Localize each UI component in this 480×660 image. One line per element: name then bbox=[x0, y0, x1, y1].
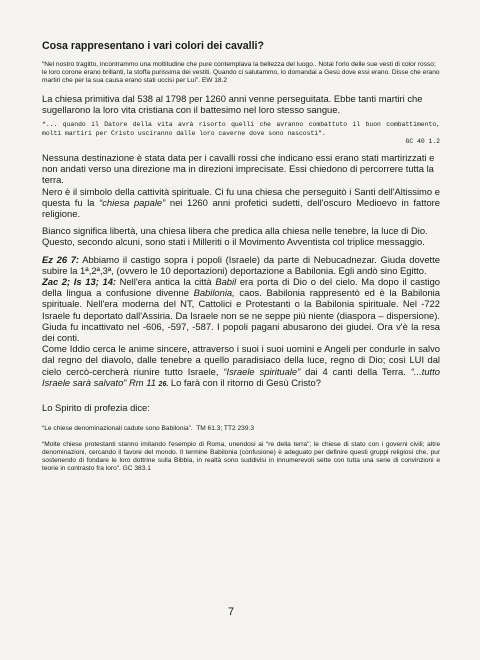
paragraph-black bbox=[42, 186, 440, 220]
romans-quote: “...tutto Israele sarà salvato” Rm 11 bbox=[42, 365, 440, 388]
paragraph-white: Bianco significa libertà, una chiesa libera che predica alla chiesa nelle tenebre, la luce di Dio. Questo, secondo alcuni, sono stati i Milleriti o il Movimento Avventista col triplice messaggio. bbox=[42, 225, 428, 248]
paragraph-persecution: La chiesa primitiva dal 538 al 1798 per 1260 anni venne perseguitata. Ebbe tanti martiri che sugellarono la loro vita cristiana con il battesimo nel loro stesso sangue. bbox=[42, 93, 423, 116]
paragraph-red-horses: Nessuna destinazione è stata data per i cavalli rossi che indicano essi erano stati martirizzati e non andati verso una direzione ma in direzioni imprecisate. Essi chiedono di percorrere tutta la terra. bbox=[42, 152, 435, 186]
subheading-prophecy: Lo Spirito di profezia dice: bbox=[42, 402, 150, 414]
paragraph-israel bbox=[42, 343, 440, 390]
papal-church-phrase: “chiesa papale” bbox=[99, 196, 166, 208]
ref-zac-is: Zac 2; Is 13; 14: bbox=[42, 276, 117, 288]
quote-gc40-text: “... quando il Datore della vita avrà risorto quelli che avranno combattuto il buon combattimento, molti martiri per Cristo usciranno dalle loro caverne dove sono nascosti”. bbox=[42, 121, 440, 137]
quote-ew bbox=[42, 61, 440, 85]
paragraph-black-text-end: nei 1260 anni profetici sudetti, dell'oscuro Medioevo in fattore religione. bbox=[42, 196, 441, 220]
israel-text-2: dai 4 canti della Terra. bbox=[300, 365, 411, 377]
quote-tm-text: “Le chiese denominazionali cadute sono Babilonia”. bbox=[42, 425, 193, 433]
quote-ew-text: “Nel nostro tragitto, incontrammo una moltitudine che pure contemplava la bellezza del luogo.. Notai l'orlo delle sue vesti di color rosso; le loro corone erano brillanti, la stoffa purissima dei vestiti. Quando ci salutammo, lo domandai a Gesù dove essi erano. Disse che erano martiri che per la sua causa erano stati uccisi per Lui”. bbox=[42, 61, 440, 84]
quote-gc383-text: “Molte chiese protestanti stanno imitando l'esempio di Roma, unendosi ai “re della terra”; le chiese di stato con i governi civili; altre denominazioni, cercando il favore del mondo. Il termine Babilonia (confusione) è adeguato per definire questi gruppi religiosi che, pur sostenendo di fondare le loro dottrine sulla Bibbia, in realtà sono suddivisi in innumerevoli sette con tutta una serie di convinzioni e teorie in contrasto fra loro”. bbox=[42, 441, 440, 473]
quote-tm bbox=[42, 425, 440, 433]
romans-ref: 26. bbox=[158, 380, 169, 388]
babil-text-a: Nell'era antica la città bbox=[116, 276, 216, 288]
ref-ez26: Ez 26 7: bbox=[42, 253, 80, 265]
paragraph-babylon bbox=[42, 254, 440, 344]
quote-gc40 bbox=[42, 121, 440, 146]
babil-text-b: era porta di Dio o del cielo. Ma dopo il castigo della lingua a confusione divenne bbox=[42, 276, 441, 299]
spiritual-israel-phrase: “Israele spirituale” bbox=[223, 365, 301, 377]
israel-text-3: Lo farà con il ritorno di Gesù Cristo? bbox=[168, 376, 321, 388]
babil-word: Babil bbox=[215, 276, 237, 288]
quote-ew-ref: EW 18.2 bbox=[201, 77, 228, 84]
page-number: 7 bbox=[228, 606, 235, 618]
babil-text-c: caos. Babilonia rappresentò ed è la Babilonia spirituale. Nell'era moderna del NT, Cattolici e Protestanti o la Babilonia spirituale. Nel -722 Israele fu deportato dall'Assiria. Da Israele non se ne seppe più niente (diaspora – dispersione). Giuda fu incattivato nel -606, -597, -587. I popoli pagani abusarono dei giudei. Ora v'è la resa dei conti. bbox=[42, 287, 440, 344]
quote-tm-ref: TM 61.3; TT2 239.3 bbox=[196, 425, 254, 433]
page-title: Cosa rappresentano i vari colori dei cavalli? bbox=[42, 40, 264, 52]
quote-gc40-ref: GC 40 1.2 bbox=[405, 137, 440, 145]
israel-text-1: Come Iddio cerca le anime sincere, attraverso i suoi i suoi uomini e Angeli per condurle in salvo dal regno del diavolo, dalle tenebre a quello paradisiaco della luce, regno di Dio; così LUI dal cielo cercò-cercherà riunire tutto Israele, bbox=[42, 343, 440, 377]
babilonia-word: Babilonia, bbox=[193, 287, 235, 299]
quote-gc383-ref: GC 383.1 bbox=[122, 465, 151, 473]
quote-gc383 bbox=[42, 441, 440, 473]
paragraph-black-text: Nero è il simbolo della cattività spirituale. Ci fu una chiesa che perseguitò i Santi dell'Altissimo e questa fu la bbox=[42, 185, 440, 208]
ez26-text: Abbiamo il castigo sopra i popoli (Israele) da parte di Nebucadnezar. Giuda dovette subire la 1ª,2ª,3ª, (ovvero le 10 deportazioni) deportazione a Babilonia. Egli andò sino Egitto. bbox=[42, 253, 440, 276]
